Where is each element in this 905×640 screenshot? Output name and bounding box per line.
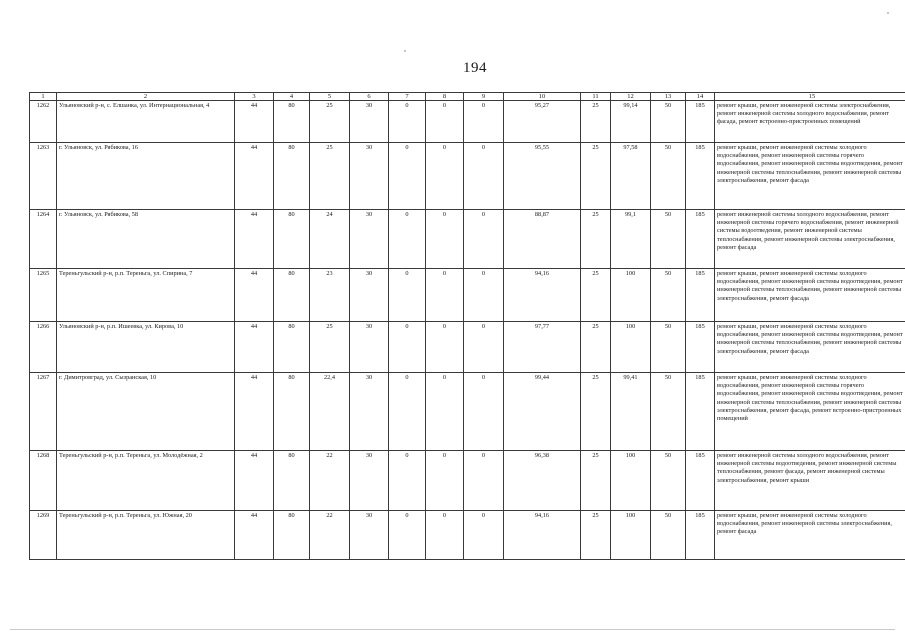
row-number: 1262 [30, 101, 57, 143]
value-cell: 0 [464, 322, 504, 373]
value-cell: 0 [426, 322, 464, 373]
value-cell: 185 [686, 511, 715, 560]
value-cell: 99,44 [504, 373, 581, 451]
value-cell: 100 [611, 322, 651, 373]
value-cell: 50 [651, 101, 686, 143]
value-cell: 0 [464, 373, 504, 451]
column-number: 6 [350, 93, 389, 101]
table-row [30, 511, 905, 560]
value-cell: 25 [581, 322, 611, 373]
address-cell: Тереньгульский р-н, р.п. Тереньга, ул. Молодёжная, 2 [57, 451, 235, 511]
value-cell: 30 [350, 210, 389, 269]
scan-speck [887, 12, 889, 14]
value-cell: 30 [350, 451, 389, 511]
address-cell: г. Ульяновск, ул. Рябикова, 58 [57, 210, 235, 269]
column-number: 10 [504, 93, 581, 101]
value-cell: 99,1 [611, 210, 651, 269]
value-cell: 0 [426, 451, 464, 511]
value-cell: 0 [389, 511, 426, 560]
address-cell: Тереньгульский р-н, р.п. Тереньга, ул. Южная, 20 [57, 511, 235, 560]
value-cell: 185 [686, 210, 715, 269]
row-number: 1268 [30, 451, 57, 511]
row-number: 1269 [30, 511, 57, 560]
value-cell: 97,77 [504, 322, 581, 373]
value-cell: 100 [611, 451, 651, 511]
row-number: 1264 [30, 210, 57, 269]
column-number-row [30, 93, 905, 101]
value-cell: 185 [686, 269, 715, 322]
value-cell: 80 [274, 322, 310, 373]
value-cell: 44 [235, 322, 274, 373]
value-cell: 50 [651, 210, 686, 269]
page-number: 194 [463, 60, 487, 76]
works-cell: ремонт крыши, ремонт инженерной системы электроснабжения, ремонт инженерной системы холодного водоснабжения, ремонт фасада, ремонт встроенно-пристроенных помещений [715, 101, 905, 143]
value-cell: 44 [235, 269, 274, 322]
value-cell: 44 [235, 210, 274, 269]
row-number: 1265 [30, 269, 57, 322]
table-row [30, 210, 905, 269]
address-cell: Ульяновский р-н, с. Елшанка, ул. Интернациональная, 4 [57, 101, 235, 143]
value-cell: 25 [581, 451, 611, 511]
value-cell: 50 [651, 373, 686, 451]
value-cell: 0 [426, 511, 464, 560]
address-cell: г. Димитровград, ул. Сызранская, 10 [57, 373, 235, 451]
column-number: 14 [686, 93, 715, 101]
value-cell: 44 [235, 511, 274, 560]
column-number: 15 [715, 93, 905, 101]
table-row [30, 451, 905, 511]
value-cell: 50 [651, 451, 686, 511]
value-cell: 50 [651, 269, 686, 322]
value-cell: 0 [426, 269, 464, 322]
column-number: 3 [235, 93, 274, 101]
value-cell: 100 [611, 511, 651, 560]
value-cell: 80 [274, 143, 310, 210]
value-cell: 25 [581, 269, 611, 322]
value-cell: 0 [464, 451, 504, 511]
value-cell: 25 [581, 511, 611, 560]
value-cell: 0 [389, 143, 426, 210]
address-cell: Тереньгульский р-н, р.п. Тереньга, ул. Спирина, 7 [57, 269, 235, 322]
value-cell: 185 [686, 451, 715, 511]
value-cell: 95,55 [504, 143, 581, 210]
value-cell: 25 [310, 101, 350, 143]
works-cell: ремонт крыши, ремонт инженерной системы холодного водоснабжения, ремонт инженерной системы электроснабжения, ремонт фасада [715, 511, 905, 560]
value-cell: 185 [686, 143, 715, 210]
value-cell: 0 [389, 373, 426, 451]
value-cell: 30 [350, 322, 389, 373]
value-cell: 80 [274, 210, 310, 269]
value-cell: 25 [581, 101, 611, 143]
works-cell: ремонт крыши, ремонт инженерной системы холодного водоснабжения, ремонт инженерной системы горячего водоснабжения, ремонт инженерной системы водоотведения, ремонт инженерной системы теплоснабжения, ремонт инженерной системы электроснабжения, ремонт фасада [715, 143, 905, 210]
value-cell: 94,16 [504, 269, 581, 322]
column-number: 8 [426, 93, 464, 101]
value-cell: 0 [389, 101, 426, 143]
value-cell: 0 [464, 101, 504, 143]
scan-edge-line [10, 629, 895, 630]
value-cell: 80 [274, 373, 310, 451]
register-table [29, 92, 905, 560]
row-number: 1266 [30, 322, 57, 373]
value-cell: 0 [426, 210, 464, 269]
works-cell: ремонт инженерной системы холодного водоснабжения, ремонт инженерной системы горячего водоснабжения, ремонт инженерной системы водоотведения, ремонт инженерной системы теплоснабжения, ремонт инженерной системы электроснабжения, ремонт фасада [715, 210, 905, 269]
value-cell: 99,14 [611, 101, 651, 143]
address-cell: Ульяновский р-н, р.п. Ишеевка, ул. Кирова, 10 [57, 322, 235, 373]
value-cell: 44 [235, 373, 274, 451]
value-cell: 100 [611, 269, 651, 322]
value-cell: 185 [686, 101, 715, 143]
value-cell: 25 [581, 210, 611, 269]
value-cell: 99,41 [611, 373, 651, 451]
value-cell: 0 [464, 143, 504, 210]
works-cell: ремонт инженерной системы холодного водоснабжения, ремонт инженерной системы водоотведения, ремонт инженерной системы теплоснабжения, ремонт фасада, ремонт инженерной системы электроснабжения, ремонт крыши [715, 451, 905, 511]
table-row [30, 101, 905, 143]
value-cell: 97,58 [611, 143, 651, 210]
value-cell: 25 [310, 322, 350, 373]
table-row [30, 322, 905, 373]
column-number: 2 [57, 93, 235, 101]
value-cell: 24 [310, 210, 350, 269]
value-cell: 80 [274, 511, 310, 560]
row-number: 1267 [30, 373, 57, 451]
works-cell: ремонт крыши, ремонт инженерной системы холодного водоснабжения, ремонт инженерной системы водоотведения, ремонт инженерной системы теплоснабжения, ремонт инженерной системы электроснабжения, ремонт фасада [715, 269, 905, 322]
value-cell: 22 [310, 511, 350, 560]
column-number: 11 [581, 93, 611, 101]
value-cell: 22,4 [310, 373, 350, 451]
value-cell: 0 [389, 269, 426, 322]
value-cell: 50 [651, 143, 686, 210]
value-cell: 95,27 [504, 101, 581, 143]
value-cell: 0 [426, 373, 464, 451]
value-cell: 0 [389, 210, 426, 269]
works-cell: ремонт крыши, ремонт инженерной системы холодного водоснабжения, ремонт инженерной системы водоотведения, ремонт инженерной системы теплоснабжения, ремонт инженерной системы электроснабжения, ремонт фасада [715, 322, 905, 373]
column-number: 7 [389, 93, 426, 101]
value-cell: 50 [651, 511, 686, 560]
value-cell: 0 [389, 451, 426, 511]
value-cell: 44 [235, 451, 274, 511]
value-cell: 30 [350, 269, 389, 322]
value-cell: 185 [686, 373, 715, 451]
value-cell: 94,16 [504, 511, 581, 560]
column-number: 13 [651, 93, 686, 101]
value-cell: 25 [581, 143, 611, 210]
column-number: 12 [611, 93, 651, 101]
value-cell: 185 [686, 322, 715, 373]
value-cell: 0 [464, 511, 504, 560]
value-cell: 30 [350, 373, 389, 451]
value-cell: 0 [464, 210, 504, 269]
column-number: 9 [464, 93, 504, 101]
value-cell: 23 [310, 269, 350, 322]
value-cell: 96,38 [504, 451, 581, 511]
scan-speck [404, 50, 406, 52]
value-cell: 88,87 [504, 210, 581, 269]
value-cell: 0 [464, 269, 504, 322]
value-cell: 44 [235, 143, 274, 210]
value-cell: 30 [350, 511, 389, 560]
table-row [30, 373, 905, 451]
works-cell: ремонт крыши, ремонт инженерной системы холодного водоснабжения, ремонт инженерной системы горячего водоснабжения, ремонт инженерной системы водоотведения, ремонт инженерной системы теплоснабжения, ремонт инженерной системы электроснабжения, ремонт фасада, ремонт встроенно-пристроенных помещений [715, 373, 905, 451]
table-row [30, 143, 905, 210]
value-cell: 44 [235, 101, 274, 143]
address-cell: г. Ульяновск, ул. Рябикова, 16 [57, 143, 235, 210]
value-cell: 0 [426, 101, 464, 143]
value-cell: 25 [581, 373, 611, 451]
column-number: 4 [274, 93, 310, 101]
value-cell: 22 [310, 451, 350, 511]
value-cell: 30 [350, 101, 389, 143]
value-cell: 0 [389, 322, 426, 373]
value-cell: 80 [274, 269, 310, 322]
value-cell: 30 [350, 143, 389, 210]
value-cell: 80 [274, 451, 310, 511]
column-number: 5 [310, 93, 350, 101]
value-cell: 80 [274, 101, 310, 143]
row-number: 1263 [30, 143, 57, 210]
column-number: 1 [30, 93, 57, 101]
value-cell: 25 [310, 143, 350, 210]
table-row [30, 269, 905, 322]
value-cell: 0 [426, 143, 464, 210]
value-cell: 50 [651, 322, 686, 373]
